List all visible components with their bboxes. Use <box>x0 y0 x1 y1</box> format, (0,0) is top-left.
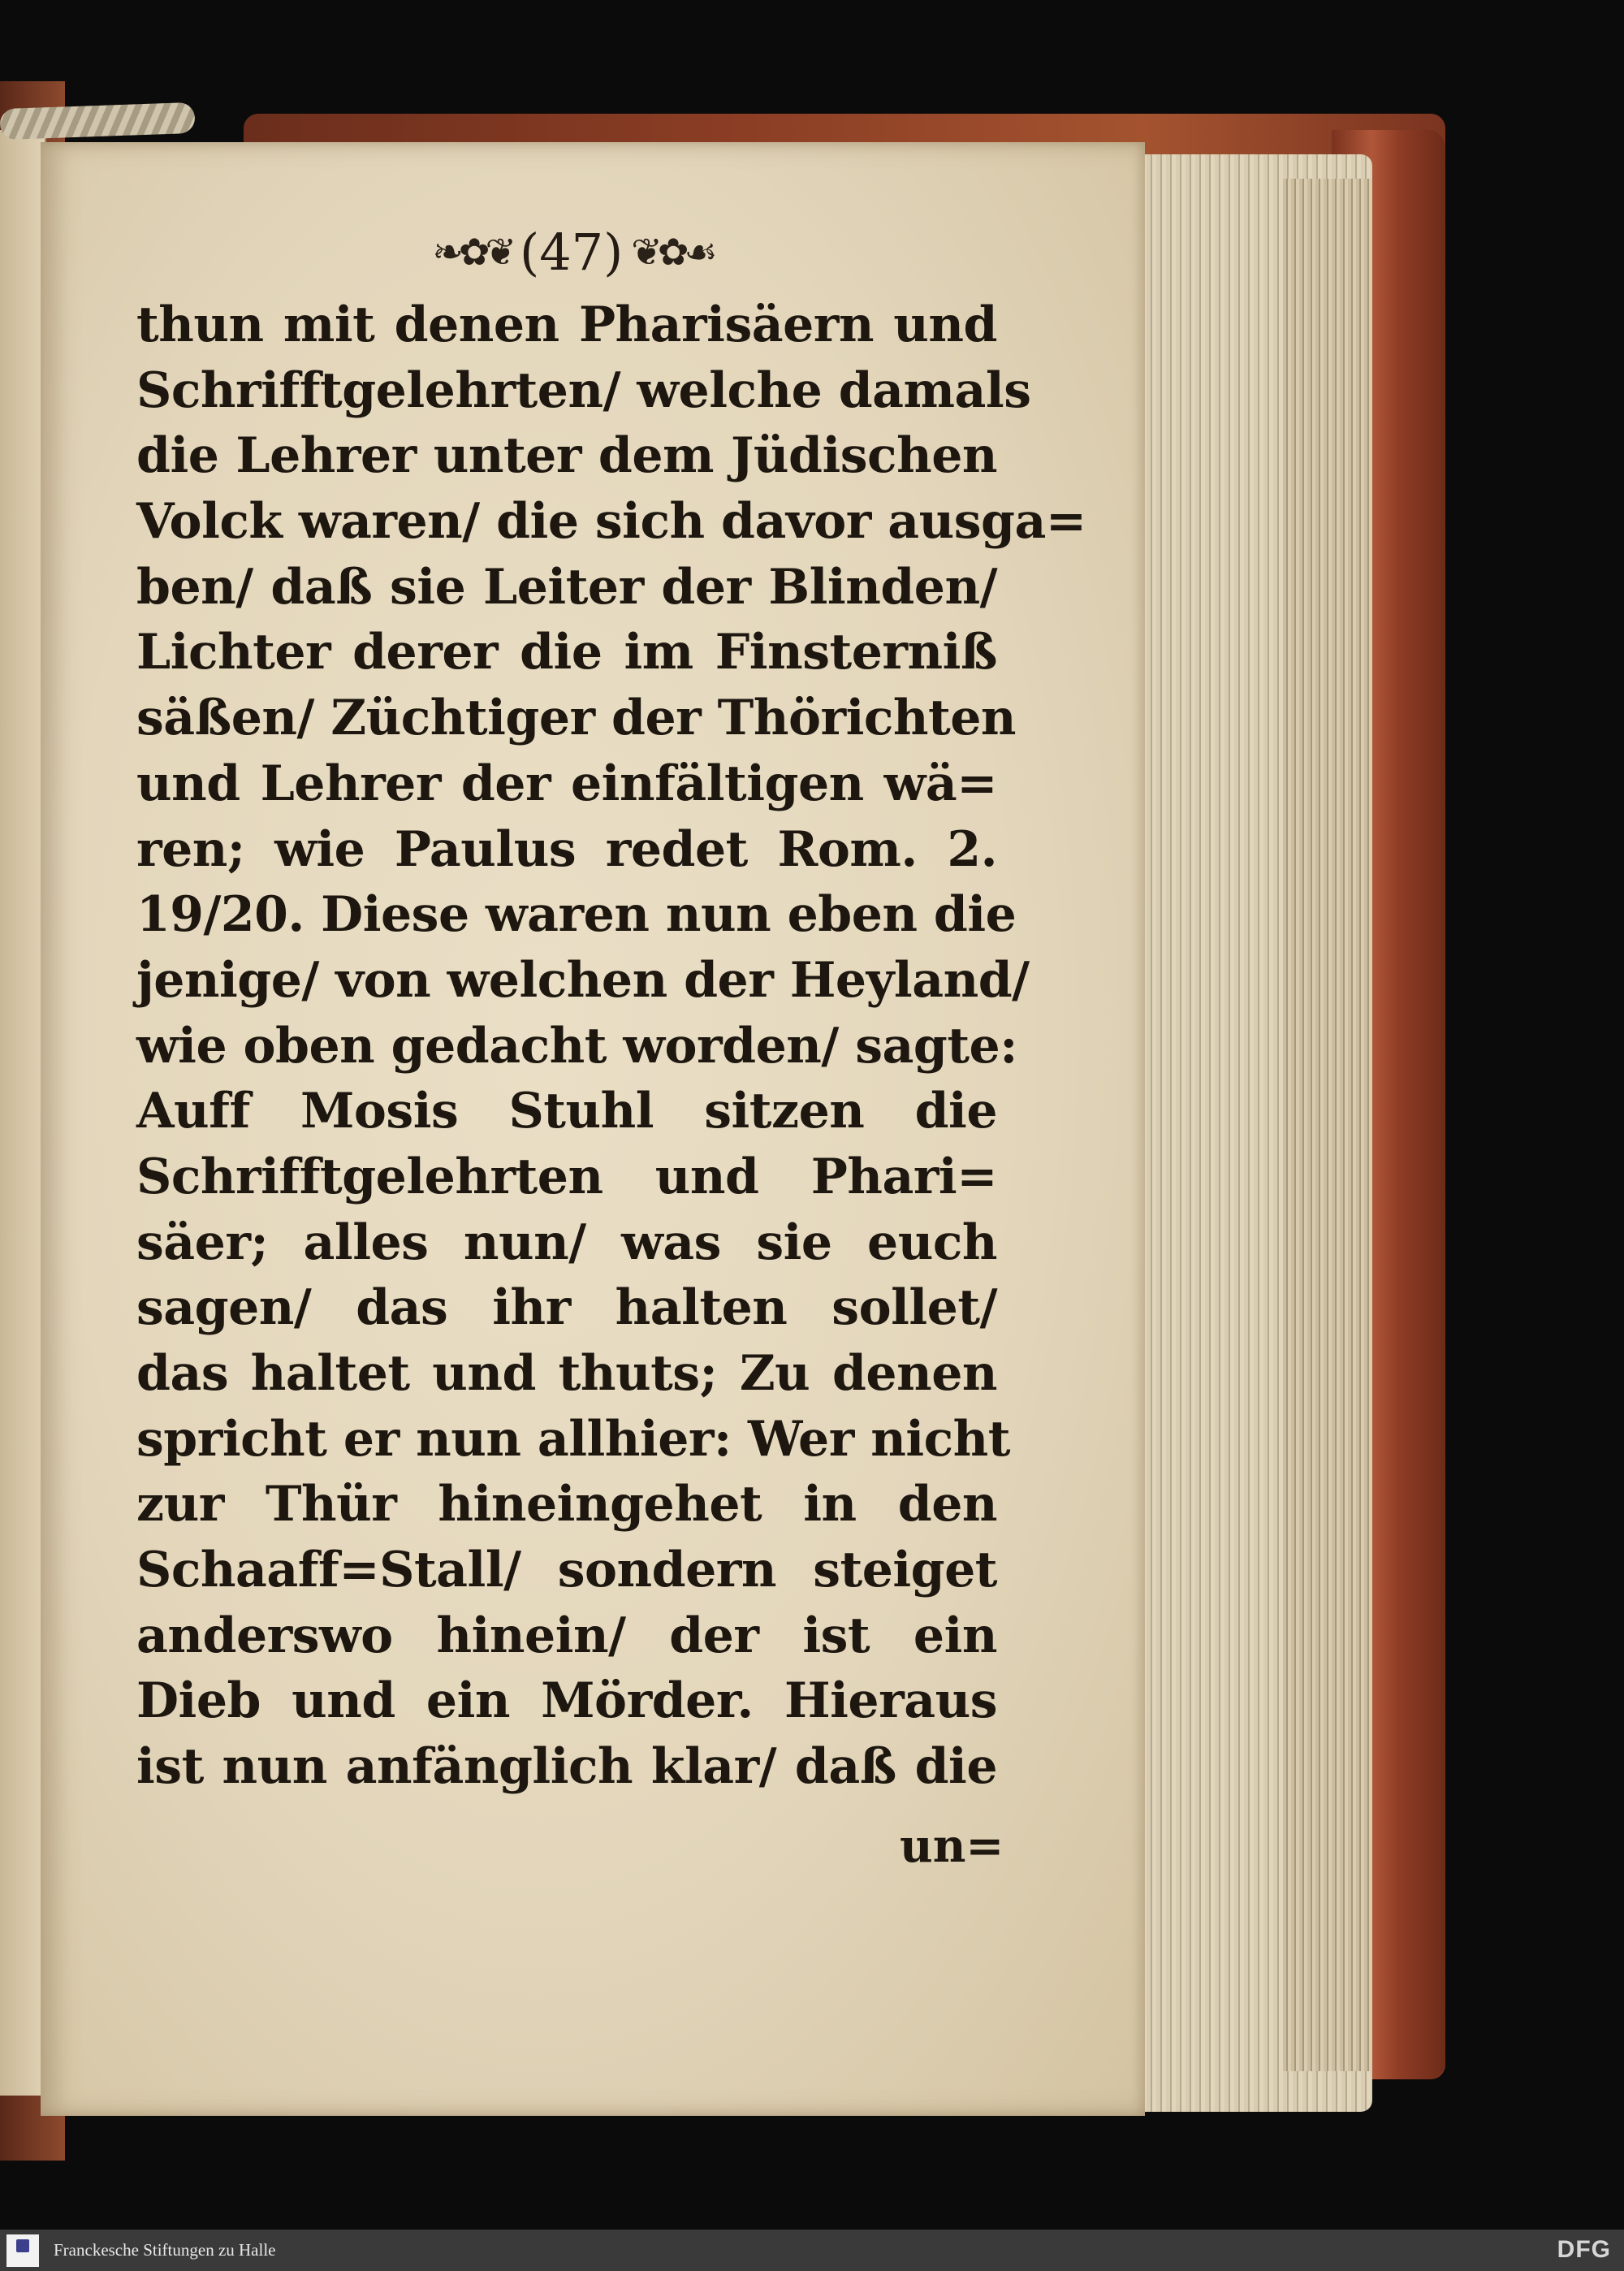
viewer-footer <box>0 2230 1624 2271</box>
text-line: jenige/ von welchen der Heyland/ <box>136 951 1030 1009</box>
catchword: un= <box>900 1819 1004 1873</box>
text-line: das haltet und thuts; Zu denen <box>136 1345 997 1402</box>
page-header <box>382 215 763 288</box>
text-line: ren; wie Paulus redet Rom. 2. <box>136 820 997 878</box>
text-line: zur Thür hineingehet in den <box>136 1476 997 1533</box>
text-line: Volck waren/ die sich davor ausga= <box>136 493 1086 551</box>
institution-logo-icon <box>6 2234 39 2267</box>
text-line: thun mit denen Pharisäern und <box>136 296 997 353</box>
text-line: säßen/ Züchtiger der Thörichten <box>136 690 1017 747</box>
bookmark-ribbon <box>0 102 196 140</box>
page-block-edge-inner <box>1283 179 1372 2071</box>
text-line: spricht er nun allhier: Wer nicht <box>136 1410 1010 1468</box>
left-page-sliver <box>0 130 46 2096</box>
ornament-right-icon: ❦✿☙ <box>631 230 713 274</box>
text-line: Schrifftgelehrten und Phari= <box>136 1148 997 1205</box>
text-line: sagen/ das ihr halten sollet/ <box>136 1279 997 1337</box>
text-line: Dieb und ein Mörder. Hieraus <box>136 1672 997 1730</box>
text-line: Lichter derer die im Finsterniß <box>136 624 997 681</box>
page-text <box>136 292 1086 1800</box>
text-line: und Lehrer der einfältigen wä= <box>136 755 997 812</box>
text-line: ben/ daß sie Leiter der Blinden/ <box>136 558 997 616</box>
text-line: Schrifftgelehrten/ welche damals <box>136 361 1031 419</box>
ornament-left-icon: ❧✿❦ <box>432 230 512 274</box>
text-line: Auff Mosis Stuhl sitzen die <box>136 1083 997 1140</box>
text-line: anderswo hinein/ der ist ein <box>136 1607 997 1664</box>
text-line: säer; alles nun/ was sie euch <box>136 1213 997 1271</box>
page-number: (47) <box>520 222 624 282</box>
dfg-logo: DFG <box>1557 2236 1611 2263</box>
text-line: die Lehrer unter dem Jüdischen <box>136 427 997 485</box>
institution-name: Franckesche Stiftungen zu Halle <box>54 2240 276 2260</box>
text-line: 19/20. Diese waren nun eben die <box>136 886 1017 944</box>
text-line: wie oben gedacht worden/ sagte: <box>136 1017 1017 1075</box>
text-line: Schaaff=Stall/ sondern steiget <box>136 1542 997 1599</box>
text-line: ist nun anfänglich klar/ daß die <box>136 1738 997 1796</box>
